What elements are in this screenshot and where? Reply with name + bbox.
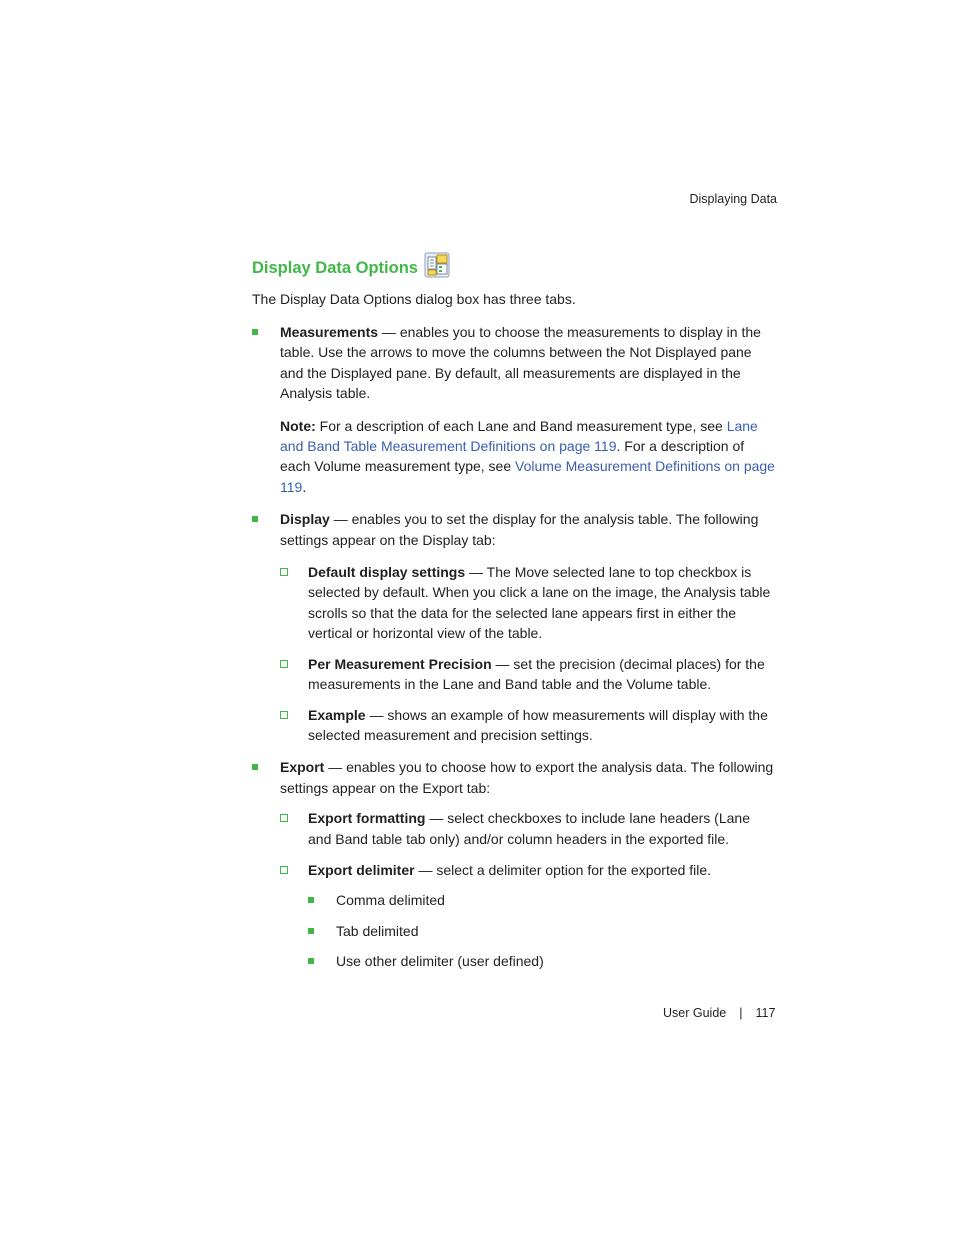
page-footer xyxy=(663,1006,775,1020)
link-volume-definitions[interactable]: Volume Measurement Definitions on page 119 xyxy=(280,458,775,495)
desc-measurements: — enables you to choose the measurements to display in the table. Use the arrows to move the columns between the Not Displayed pane and the Displayed pane. By default, all measurements are displayed in the Analysis table. xyxy=(280,324,761,402)
note-text: For a description of each Lane and Band measurement type, see xyxy=(315,417,727,434)
desc-example: — shows an example of how measurements will display with the selected measurement and precision settings. xyxy=(308,706,768,743)
bullet-square-icon xyxy=(308,897,314,903)
term-export: Export xyxy=(280,759,325,776)
note-text: . For a description of each Volume measurement type, see xyxy=(280,438,745,475)
bullet-hollow-icon xyxy=(280,660,288,668)
intro-text: The Display Data Options dialog box has three tabs. xyxy=(252,291,576,307)
note-label: Note: xyxy=(280,417,316,434)
delimiter-option xyxy=(308,951,776,971)
link-lane-band-definitions[interactable]: Lane and Band Table Measurement Definitions on page 119 xyxy=(280,417,758,455)
bullet-square-icon xyxy=(308,958,314,964)
term-display: Display xyxy=(280,511,330,528)
bullet-hollow-icon xyxy=(280,568,288,576)
sub-item-default-display xyxy=(280,562,776,644)
term-default-display: Default display settings xyxy=(308,564,466,581)
bullet-hollow-icon xyxy=(280,814,288,822)
desc-precision: — set the precision (decimal places) for the measurements in the Lane and Band table and the Volume table. xyxy=(308,655,765,693)
desc-default-display: — The Move selected lane to top checkbox is selected by default. When you click a lane on the image, the Analysis table scrolls so that the data for the selected lane appears first in either the vertical or horizontal view of the table. xyxy=(308,564,771,642)
page-number: 117 xyxy=(755,1006,776,1020)
note-paragraph xyxy=(280,416,776,498)
sub-item-export-delimiter xyxy=(280,860,776,972)
desc-export: — enables you to choose how to export the analysis data. The following settings appear on the Export tab: xyxy=(280,759,774,796)
delimiter-comma: Comma delimited xyxy=(336,892,445,909)
footer-guide: User Guide xyxy=(663,1006,727,1020)
sub-item-example xyxy=(280,705,776,746)
bullet-square-icon xyxy=(308,928,314,934)
desc-export-formatting: — select checkboxes to include lane headers (Lane and Band table tab only) and/or column headers in the exported file. xyxy=(308,810,750,847)
sub-item-precision xyxy=(280,654,776,695)
bullet-square-icon xyxy=(252,329,258,335)
desc-display: — enables you to set the display for the analysis table. The following settings appear on the Display tab: xyxy=(280,511,759,548)
main-content xyxy=(252,322,776,972)
term-export-delimiter: Export delimiter xyxy=(308,861,415,878)
footer-separator: | xyxy=(739,1006,743,1020)
delimiter-tab: Tab delimited xyxy=(336,922,419,939)
term-measurements: Measurements xyxy=(280,324,379,340)
sub-item-export-formatting xyxy=(280,808,776,849)
delimiter-option xyxy=(308,921,776,941)
list-item-export xyxy=(252,757,776,971)
display-data-options-icon xyxy=(424,252,450,278)
bullet-hollow-icon xyxy=(280,866,288,874)
bullet-square-icon xyxy=(252,764,258,770)
delimiter-other: Use other delimiter (user defined) xyxy=(336,953,544,970)
running-head: Displaying Data xyxy=(689,192,777,206)
term-precision: Per Measurement Precision xyxy=(308,655,492,672)
bullet-square-icon xyxy=(252,516,258,522)
section-title xyxy=(252,255,450,281)
desc-export-delimiter: — select a delimiter option for the exported file. xyxy=(414,861,712,878)
term-example: Example xyxy=(308,706,366,723)
term-export-formatting: Export formatting xyxy=(308,810,426,827)
bullet-hollow-icon xyxy=(280,711,288,719)
delimiter-option xyxy=(308,890,776,910)
list-item-measurements xyxy=(252,322,776,497)
section-heading: Display Data Options xyxy=(252,258,418,277)
list-item-display xyxy=(252,509,776,745)
note-text: . xyxy=(302,478,307,495)
